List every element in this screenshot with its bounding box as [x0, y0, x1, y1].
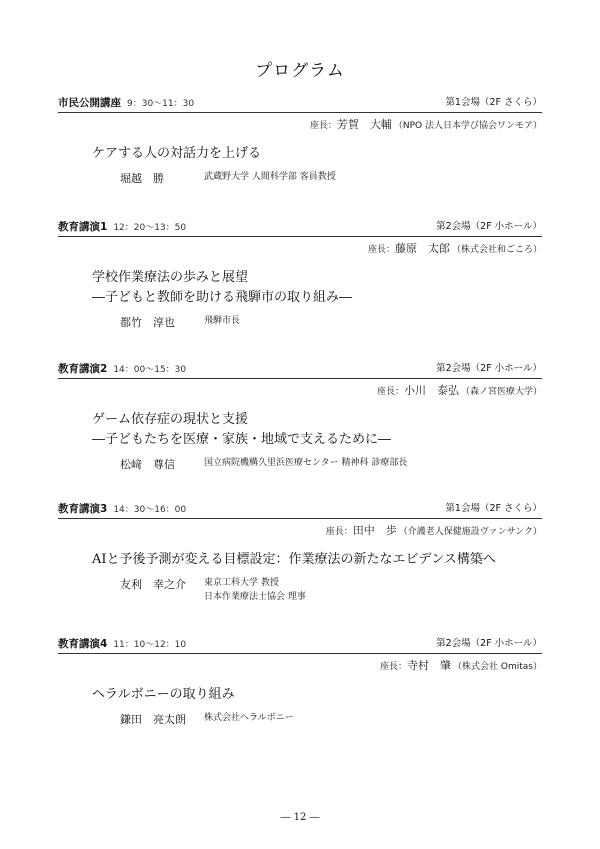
session-name: 教育講演2 [58, 363, 108, 375]
chair-line [58, 524, 542, 538]
session-header [58, 362, 542, 379]
chair-line [58, 659, 542, 673]
session-name: 市民公開講座 [58, 97, 121, 109]
lecture-title: 学校作業療法の歩みと展望 [92, 270, 249, 285]
session-time: 11：10～12：10 [113, 640, 187, 650]
chair-line [58, 242, 542, 256]
session-header [58, 96, 542, 113]
page-number: ― 12 ― [280, 812, 320, 823]
session-venue: 第2会場（2F 小ホール） [436, 638, 542, 649]
speaker [120, 313, 542, 329]
lecture-subtitle: ―子どもたちを医療・家族・地域で支えるために― [92, 432, 392, 447]
chair-name: 田中 歩 [352, 524, 397, 537]
speaker-affiliation: 飛騨市長 [204, 316, 241, 326]
chair-prefix: 座長： [367, 245, 395, 255]
chair-affiliation: （株式会社 Omitas） [453, 662, 542, 672]
speaker-name: 堀越 勝 [120, 172, 164, 185]
session-header [58, 502, 542, 519]
speaker-affiliation: 国立病院機構久里浜医療センター 精神科 診療部長 [204, 458, 408, 468]
session-time: 12：20～13：50 [113, 223, 187, 233]
lecture-subtitle: ―子どもと教師を助ける飛騨市の取り組み― [92, 290, 353, 305]
chair-affiliation: （介護老人保健施設ヴァンサンク） [398, 527, 542, 537]
speaker-affiliation: 武蔵野大学 人間科学部 客員教授 [204, 172, 336, 182]
speaker-affiliation-2: 日本作業療法士協会 理事 [204, 592, 306, 602]
session-education-lecture-4 [58, 637, 542, 726]
chair-affiliation: （NPO 法人日本学び協会ワンモア） [393, 121, 542, 131]
speaker [120, 575, 542, 602]
session-education-lecture-3 [58, 502, 542, 602]
speaker-affiliation: 東京工科大学 教授 [204, 578, 279, 588]
lecture-title: AIと予後予測が変える目標設定：作業療法の新たなエビデンス構築へ [92, 552, 496, 567]
session-header [58, 220, 542, 237]
chair-name: 芳賀 大輔 [336, 118, 392, 131]
lecture-title: ヘラルボニーの取り組み [92, 687, 235, 702]
session-education-lecture-1 [58, 220, 542, 329]
chair-prefix: 座長： [325, 527, 353, 537]
chair-prefix: 座長： [376, 387, 404, 397]
session-name: 教育講演3 [58, 503, 108, 515]
chair-line [58, 118, 542, 132]
speaker [120, 169, 542, 185]
speaker-name: 友利 幸之介 [120, 578, 186, 591]
speaker-affiliation: 株式会社ヘラルボニー [204, 713, 294, 723]
session-venue: 第1会場（2F さくら） [445, 503, 542, 514]
speaker [120, 710, 542, 726]
session-education-lecture-2 [58, 362, 542, 471]
lecture-title: ゲーム依存症の現状と支援 [92, 412, 249, 427]
session-header [58, 637, 542, 654]
session-venue: 第1会場（2F さくら） [445, 97, 542, 108]
chair-name: 小川 泰弘 [403, 384, 459, 397]
session-name: 教育講演1 [58, 221, 108, 233]
session-time: 14：00～15：30 [113, 365, 187, 375]
chair-name: 寺村 肇 [407, 659, 452, 672]
page-title: プログラム [255, 61, 345, 81]
lecture-title: ケアする人の対話力を上げる [92, 146, 262, 161]
session-citizen-lecture [58, 96, 542, 185]
speaker [120, 455, 542, 471]
speaker-name: 松﨑 尊信 [120, 458, 175, 471]
session-name: 教育講演4 [58, 638, 108, 650]
session-venue: 第2会場（2F 小ホール） [436, 221, 542, 232]
chair-affiliation: （森ノ宮医療大学） [460, 387, 542, 397]
chair-line [58, 384, 542, 398]
speaker-name: 都竹 淳也 [120, 316, 175, 329]
chair-name: 藤原 太郎 [394, 242, 450, 255]
session-time: 14：30～16：00 [113, 505, 187, 515]
chair-prefix: 座長： [380, 662, 408, 672]
chair-prefix: 座長： [309, 121, 337, 131]
chair-affiliation: （株式会社和ごころ） [451, 245, 542, 255]
session-venue: 第2会場（2F 小ホール） [436, 363, 542, 374]
speaker-name: 鎌田 亮太朗 [120, 713, 186, 726]
session-time: 9：30～11：30 [127, 99, 195, 109]
